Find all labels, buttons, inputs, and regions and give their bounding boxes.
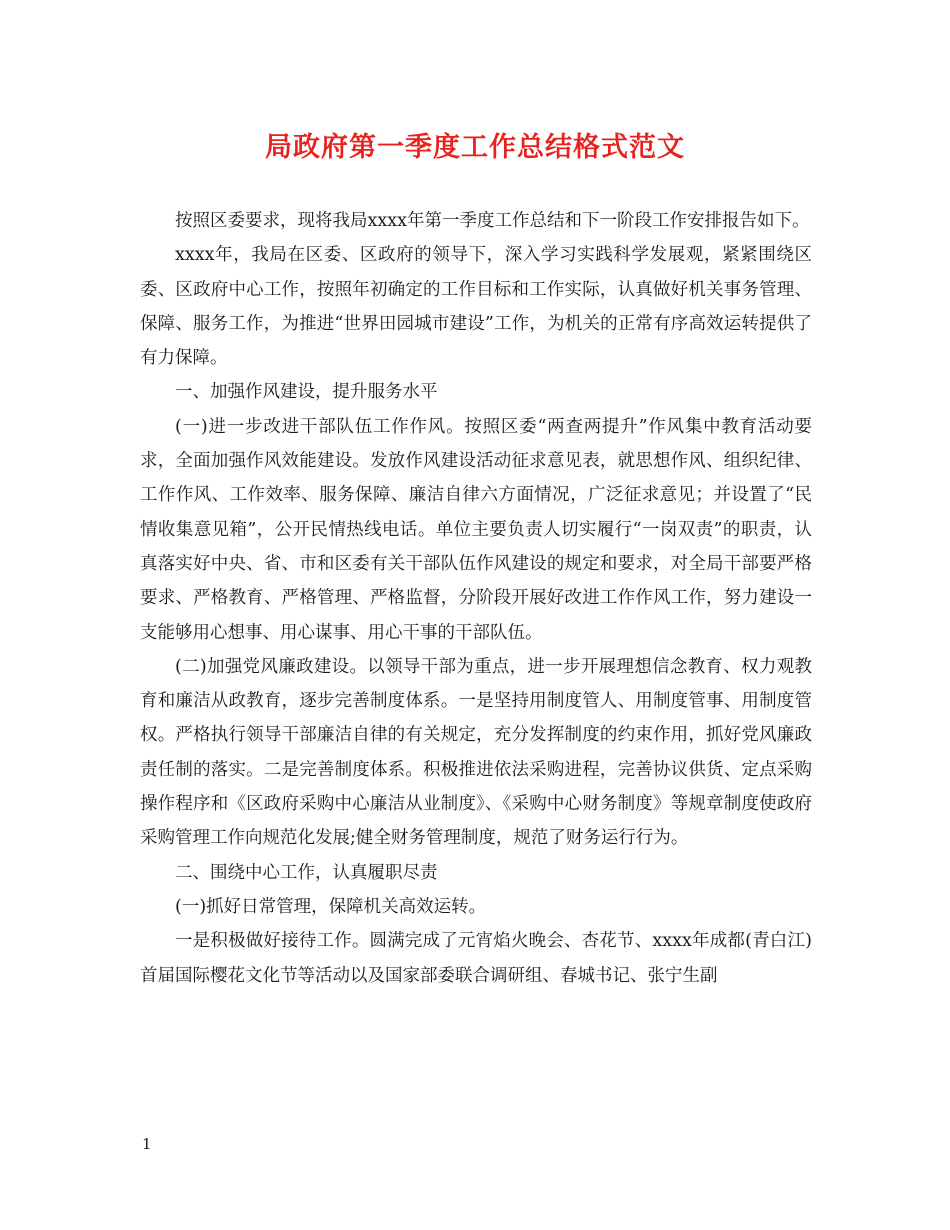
paragraph-intro: 按照区委要求，现将我局xxxx年第一季度工作总结和下一阶段工作安排报告如下。 — [175, 211, 810, 231]
document-body — [140, 204, 812, 993]
page-number: 1 — [142, 1135, 152, 1153]
paragraph-reception-work: 一是积极做好接待工作。圆满完成了元宵焰火晚会、杏花节、xxxx年成都(青白江)首届国际樱花文化节等活动以及国家部委联合调研组、春城书记、张宁生副 — [140, 931, 812, 986]
paragraph-integrity-building: (二)加强党风廉政建设。以领导干部为重点，进一步开展理想信念教育、权力观教育和廉洁从政教育，逐步完善制度体系。一是坚持用制度管人、用制度管事、用制度管权。严格执行领导干部廉洁自律的有关规定，充分发挥制度的约束作用，抓好党风廉政责任制的落实。二是完善制度体系。积极推进依法采购进程，完善协议供货、定点采购操作程序和《区政府采购中心廉洁从业制度》、《采购中心财务制度》等规章制度使政府采购管理工作向规范化发展;健全财务管理制度，规范了财务运行行为。 — [140, 656, 812, 849]
paragraph-overview: xxxx年，我局在区委、区政府的领导下，深入学习实践科学发展观，紧紧围绕区委、区政府中心工作，按照年初确定的工作目标和工作实际，认真做好机关事务管理、保障、服务工作，为推进“世界田园城市建设”工作，为机关的正常有序高效运转提供了有力保障。 — [140, 245, 812, 369]
section-heading-1: 一、加强作风建设，提升服务水平 — [175, 382, 438, 403]
paragraph-style-improvement: (一)进一步改进干部队伍工作作风。按照区委“两查两提升”作风集中教育活动要求，全面加强作风效能建设。发放作风建设活动征求意见表，就思想作风、组织纪律、工作作风、工作效率、服务保障、廉洁自律六方面情况，广泛征求意见；并设置了“民情收集意见箱”，公开民情热线电话。单位主要负责人切实履行“一岗双责”的职责，认真落实好中央、省、市和区委有关干部队伍作风建设的规定和要求，对全局干部要严格要求、严格教育、严格管理、严格监督，分阶段开展好改进工作作风工作，努力建设一支能够用心想事、用心谋事、用心干事的干部队伍。 — [140, 416, 812, 643]
section-heading-2: 二、围绕中心工作，认真履职尽责 — [175, 862, 438, 883]
subsection-heading-daily-management: (一)抓好日常管理，保障机关高效运转。 — [175, 896, 487, 917]
document-title: 局政府第一季度工作总结格式范文 — [265, 132, 685, 163]
